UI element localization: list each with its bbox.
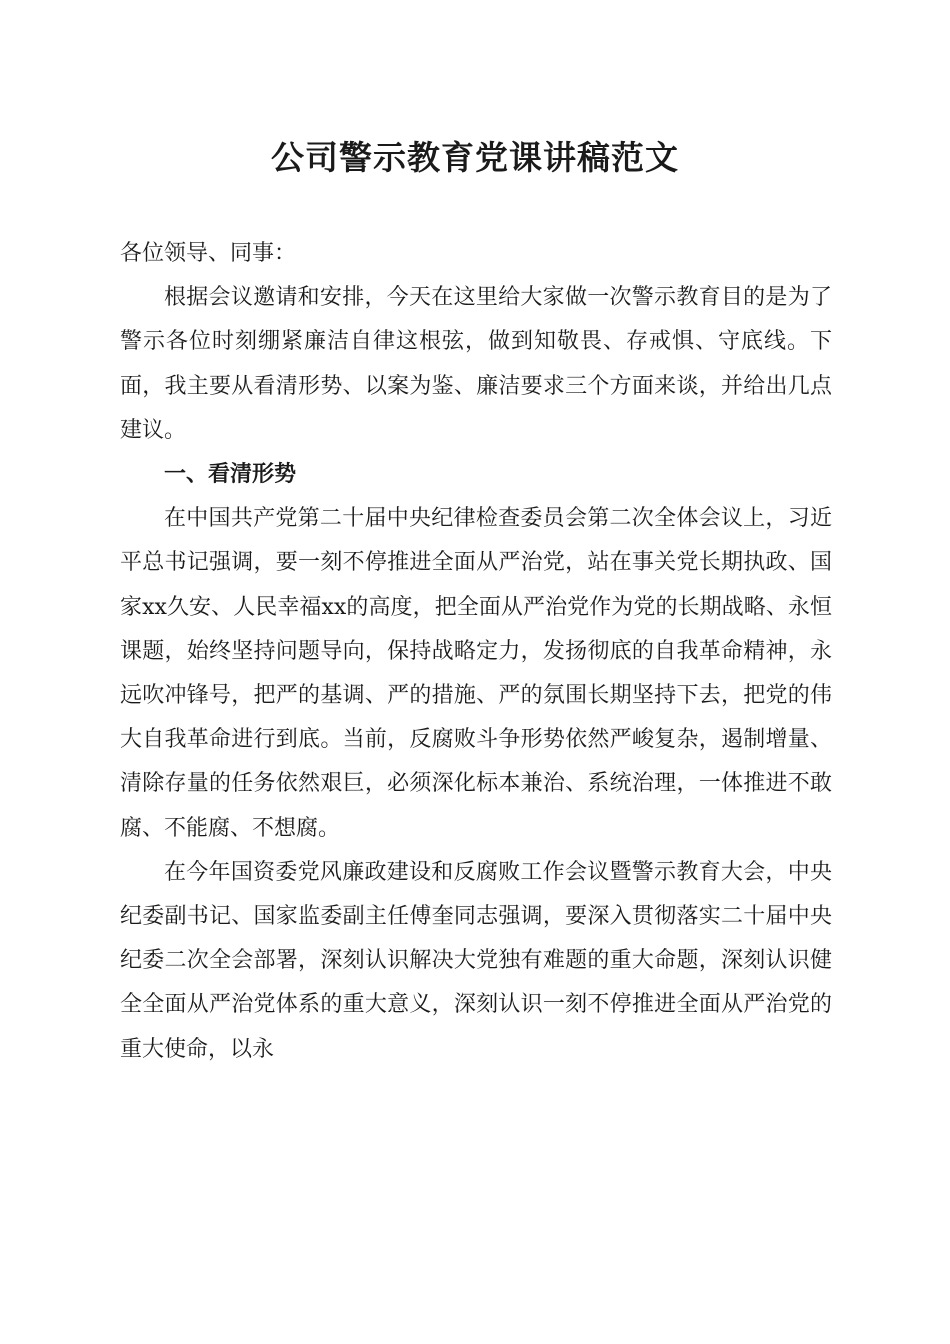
document-title: 公司警示教育党课讲稿范文 (271, 138, 679, 177)
salutation: 各位领导、同事： (120, 241, 297, 266)
document-body (120, 232, 832, 1072)
body-paragraph: 在中国共产党第二十届中央纪律检查委员会第二次全体会议上，习近平总书记强调，要一刻不停推进全面从严治党，站在事关党长期执政、国家xx久安、人民幸福xx的高度，把全面从严治党作为党的长期战略、永恒课题，始终坚持问题导向，保持战略定力，发扬彻底的自我革命精神，永远吹冲锋号，把严的基调、严的措施、严的氛围长期坚持下去，把党的伟大自我革命进行到底。当前，反腐败斗争形势依然严峻复杂，遏制增量、清除存量的任务依然艰巨，必须深化标本兼治、系统治理，一体推进不敢腐、不能腐、不想腐。 (120, 506, 832, 841)
intro-paragraph: 根据会议邀请和安排，今天在这里给大家做一次警示教育目的是为了警示各位时刻绷紧廉洁自律这根弦，做到知敬畏、存戒惧、守底线。下面，我主要从看清形势、以案为鉴、廉洁要求三个方面来谈，并给出几点建议。 (120, 285, 832, 443)
section-heading: 一、看清形势 (164, 462, 297, 488)
body-paragraph: 在今年国资委党风廉政建设和反腐败工作会议暨警示教育大会，中央纪委副书记、国家监委副主任傅奎同志强调，要深入贯彻落实二十届中央纪委二次全会部署，深刻认识解决大党独有难题的重大命题，深刻认识健全全面从严治党体系的重大意义，深刻认识一刻不停推进全面从严治党的重大使命，以永 (120, 859, 832, 1062)
